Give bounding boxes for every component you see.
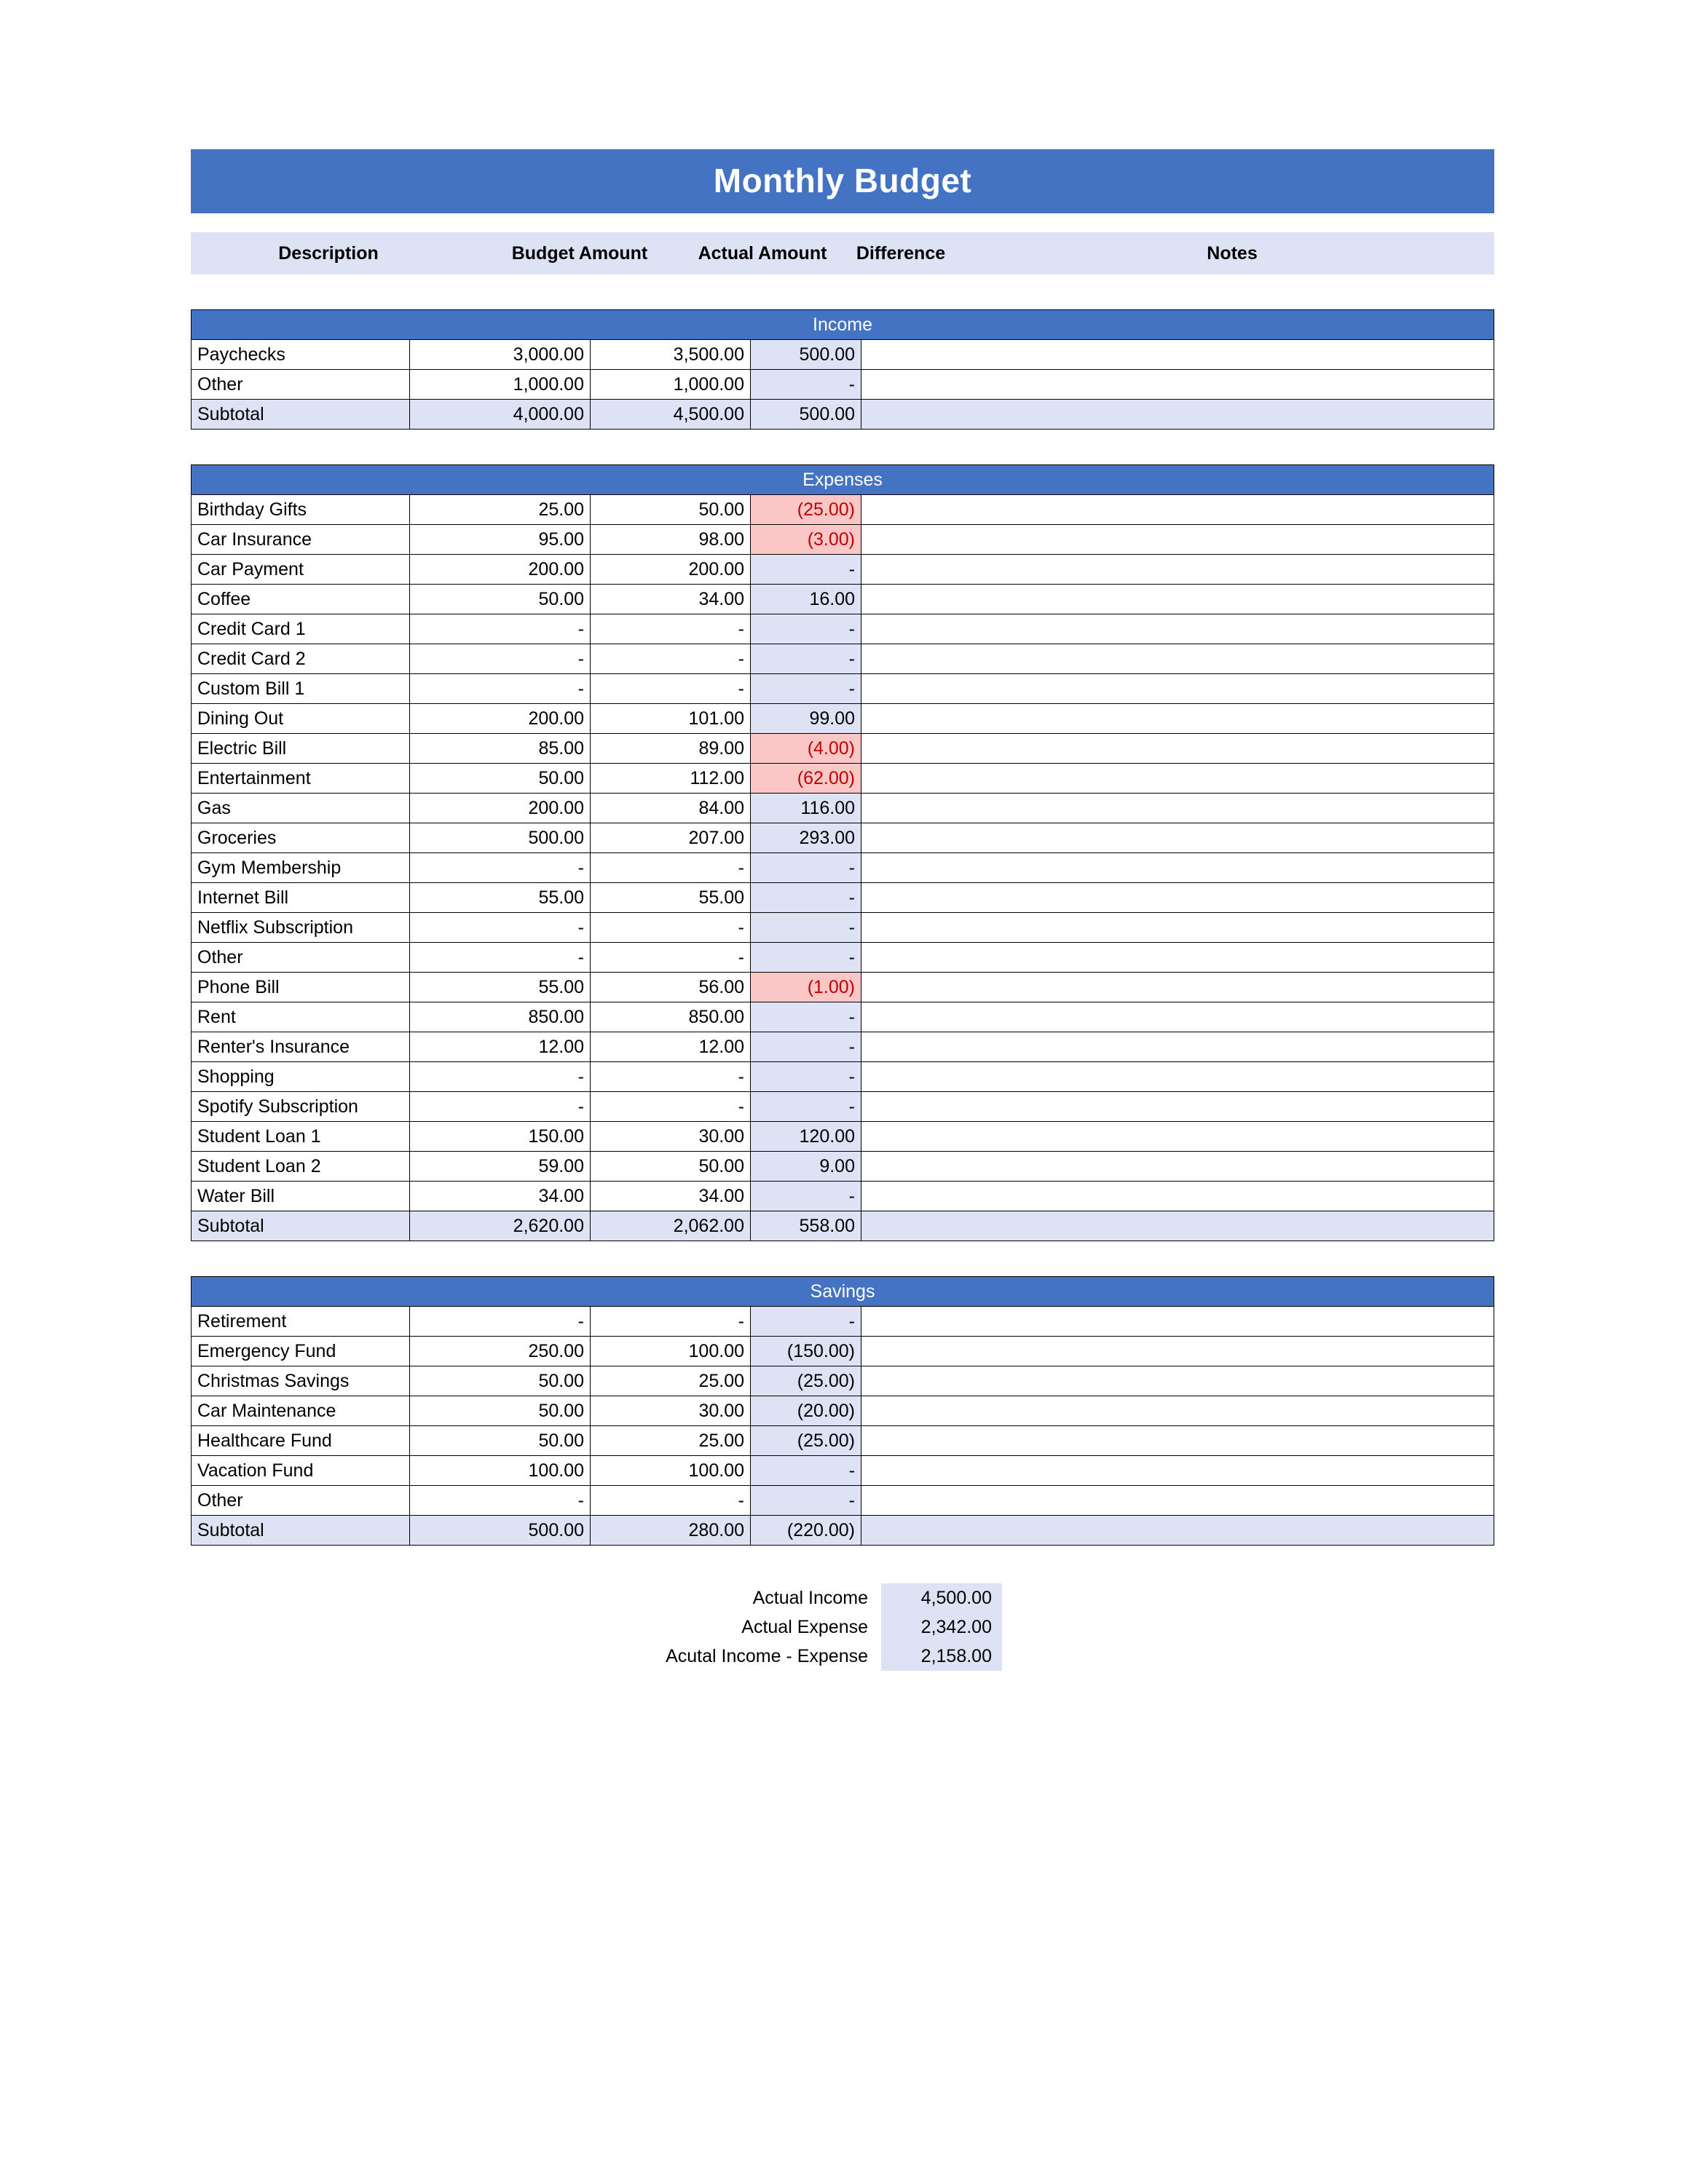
cell-actual-amount[interactable]: 50.00 — [591, 1152, 751, 1182]
column-header-actual-amount: Actual Amount — [698, 242, 827, 264]
cell-description[interactable]: Christmas Savings — [192, 1366, 410, 1396]
cell-difference[interactable]: - — [751, 674, 861, 704]
summary-row — [191, 1642, 1002, 1671]
cell-description[interactable]: Birthday Gifts — [192, 495, 410, 525]
cell-actual-amount[interactable]: - — [591, 853, 751, 883]
cell-difference[interactable]: (20.00) — [751, 1396, 861, 1426]
cell-description[interactable]: Emergency Fund — [192, 1337, 410, 1366]
cell-actual-amount[interactable]: 850.00 — [591, 1002, 751, 1032]
table-row[interactable] — [192, 1307, 1494, 1337]
summary-label-actual-income: Actual Income — [752, 1587, 868, 1608]
cell-budget-amount[interactable]: 200.00 — [410, 704, 591, 734]
cell-budget-amount[interactable]: 50.00 — [410, 1396, 591, 1426]
cell-description[interactable]: Rent — [192, 1002, 410, 1032]
column-header-notes: Notes — [1207, 242, 1258, 264]
table-row[interactable] — [192, 1396, 1494, 1426]
subtotal-row — [192, 1516, 1494, 1546]
cell-notes[interactable] — [861, 1426, 1494, 1456]
table-row[interactable] — [192, 1182, 1494, 1211]
spacer — [191, 274, 1494, 309]
cell-subtotal-notes — [861, 1516, 1494, 1546]
cell-difference[interactable]: - — [751, 370, 861, 400]
cell-difference[interactable]: - — [751, 1307, 861, 1337]
cell-description[interactable]: Groceries — [192, 823, 410, 853]
cell-description[interactable]: Gym Membership — [192, 853, 410, 883]
table-row[interactable] — [192, 734, 1494, 764]
cell-difference[interactable]: - — [751, 1032, 861, 1062]
cell-description[interactable]: Water Bill — [192, 1182, 410, 1211]
cell-budget-amount[interactable]: 850.00 — [410, 1002, 591, 1032]
cell-difference[interactable]: (4.00) — [751, 734, 861, 764]
section-title: Savings — [192, 1277, 1494, 1307]
summary-label-actual-expense: Actual Expense — [741, 1616, 868, 1637]
cell-actual-amount[interactable]: 112.00 — [591, 764, 751, 794]
cell-difference[interactable]: - — [751, 943, 861, 973]
cell-subtotal-budget: 2,620.00 — [410, 1211, 591, 1241]
cell-subtotal-notes — [861, 400, 1494, 430]
table-row[interactable] — [192, 370, 1494, 400]
cell-budget-amount[interactable]: 200.00 — [410, 555, 591, 585]
cell-subtotal-budget: 500.00 — [410, 1516, 591, 1546]
page-title: Monthly Budget — [191, 149, 1494, 213]
table-row[interactable] — [192, 1092, 1494, 1122]
cell-actual-amount[interactable]: 25.00 — [591, 1426, 751, 1456]
cell-actual-amount[interactable]: 25.00 — [591, 1366, 751, 1396]
cell-difference[interactable]: - — [751, 1486, 861, 1516]
cell-description[interactable]: Credit Card 1 — [192, 614, 410, 644]
section-header-row — [192, 1277, 1494, 1307]
cell-difference[interactable]: 16.00 — [751, 585, 861, 614]
cell-budget-amount[interactable]: 250.00 — [410, 1337, 591, 1366]
cell-budget-amount[interactable]: 50.00 — [410, 1426, 591, 1456]
cell-difference[interactable]: 293.00 — [751, 823, 861, 853]
table-row[interactable] — [192, 644, 1494, 674]
cell-description[interactable]: Other — [192, 1486, 410, 1516]
cell-budget-amount[interactable]: 500.00 — [410, 823, 591, 853]
cell-description[interactable]: Coffee — [192, 585, 410, 614]
cell-description[interactable]: Credit Card 2 — [192, 644, 410, 674]
cell-difference[interactable]: 120.00 — [751, 1122, 861, 1152]
cell-notes[interactable] — [861, 340, 1494, 370]
cell-difference[interactable]: - — [751, 913, 861, 943]
cell-subtotal-difference: 558.00 — [751, 1211, 861, 1241]
cell-actual-amount[interactable]: - — [591, 943, 751, 973]
cell-budget-amount[interactable]: 85.00 — [410, 734, 591, 764]
summary-value-actual-income: 4,500.00 — [881, 1583, 1002, 1613]
cell-actual-amount[interactable]: 12.00 — [591, 1032, 751, 1062]
table-row[interactable] — [192, 1122, 1494, 1152]
cell-notes[interactable] — [861, 525, 1494, 555]
table-row[interactable] — [192, 764, 1494, 794]
section-title: Income — [192, 310, 1494, 340]
cell-notes[interactable] — [861, 1122, 1494, 1152]
section-header-row — [192, 310, 1494, 340]
table-row[interactable] — [192, 973, 1494, 1002]
cell-notes[interactable] — [861, 644, 1494, 674]
cell-actual-amount[interactable]: 56.00 — [591, 973, 751, 1002]
column-headers — [191, 232, 1494, 274]
cell-budget-amount[interactable]: - — [410, 1092, 591, 1122]
cell-subtotal-actual: 2,062.00 — [591, 1211, 751, 1241]
cell-actual-amount[interactable]: 98.00 — [591, 525, 751, 555]
summary-value-actual-expense: 2,342.00 — [881, 1613, 1002, 1642]
cell-budget-amount[interactable]: 34.00 — [410, 1182, 591, 1211]
cell-budget-amount[interactable]: 100.00 — [410, 1456, 591, 1486]
cell-notes[interactable] — [861, 823, 1494, 853]
cell-description[interactable]: Renter's Insurance — [192, 1032, 410, 1062]
cell-description[interactable]: Retirement — [192, 1307, 410, 1337]
cell-description[interactable]: Custom Bill 1 — [192, 674, 410, 704]
cell-budget-amount[interactable]: 55.00 — [410, 883, 591, 913]
table-row[interactable] — [192, 1002, 1494, 1032]
cell-description[interactable]: Student Loan 2 — [192, 1152, 410, 1182]
section-table-expenses — [191, 464, 1494, 1241]
cell-subtotal-actual: 280.00 — [591, 1516, 751, 1546]
cell-actual-amount[interactable]: - — [591, 1092, 751, 1122]
cell-description[interactable]: Spotify Subscription — [192, 1092, 410, 1122]
cell-notes[interactable] — [861, 1092, 1494, 1122]
cell-notes[interactable] — [861, 794, 1494, 823]
cell-description[interactable]: Car Payment — [192, 555, 410, 585]
cell-actual-amount[interactable]: 101.00 — [591, 704, 751, 734]
cell-difference[interactable]: - — [751, 555, 861, 585]
cell-actual-amount[interactable]: 34.00 — [591, 585, 751, 614]
cell-budget-amount[interactable]: 200.00 — [410, 794, 591, 823]
cell-description[interactable]: Entertainment — [192, 764, 410, 794]
table-row[interactable] — [192, 883, 1494, 913]
cell-description[interactable]: Netflix Subscription — [192, 913, 410, 943]
spacer — [191, 430, 1494, 464]
cell-notes[interactable] — [861, 495, 1494, 525]
cell-notes[interactable] — [861, 1456, 1494, 1486]
cell-actual-amount[interactable]: 100.00 — [591, 1337, 751, 1366]
cell-subtotal-label: Subtotal — [192, 1516, 410, 1546]
cell-difference[interactable]: - — [751, 1002, 861, 1032]
cell-actual-amount[interactable]: 3,500.00 — [591, 340, 751, 370]
cell-budget-amount[interactable]: 50.00 — [410, 1366, 591, 1396]
spacer — [191, 1241, 1494, 1276]
cell-budget-amount[interactable]: 150.00 — [410, 1122, 591, 1152]
table-row[interactable] — [192, 340, 1494, 370]
cell-difference[interactable]: 9.00 — [751, 1152, 861, 1182]
cell-budget-amount[interactable]: - — [410, 913, 591, 943]
subtotal-row — [192, 1211, 1494, 1241]
cell-actual-amount[interactable]: 84.00 — [591, 794, 751, 823]
cell-notes[interactable] — [861, 1152, 1494, 1182]
cell-description[interactable]: Other — [192, 943, 410, 973]
column-header-budget-amount: Budget Amount — [511, 242, 648, 264]
cell-notes[interactable] — [861, 734, 1494, 764]
cell-notes[interactable] — [861, 370, 1494, 400]
table-row[interactable] — [192, 495, 1494, 525]
table-row[interactable] — [192, 823, 1494, 853]
cell-actual-amount[interactable]: - — [591, 913, 751, 943]
cell-difference[interactable]: (25.00) — [751, 1426, 861, 1456]
summary-value-income-minus-expense: 2,158.00 — [881, 1642, 1002, 1671]
table-row[interactable] — [192, 1366, 1494, 1396]
cell-difference[interactable]: 116.00 — [751, 794, 861, 823]
cell-description[interactable]: Gas — [192, 794, 410, 823]
cell-description[interactable]: Shopping — [192, 1062, 410, 1092]
cell-budget-amount[interactable]: - — [410, 853, 591, 883]
cell-notes[interactable] — [861, 1062, 1494, 1092]
table-row[interactable] — [192, 1152, 1494, 1182]
table-row[interactable] — [192, 1032, 1494, 1062]
cell-notes[interactable] — [861, 973, 1494, 1002]
cell-description[interactable]: Car Maintenance — [192, 1396, 410, 1426]
table-row[interactable] — [192, 585, 1494, 614]
cell-budget-amount[interactable]: 55.00 — [410, 973, 591, 1002]
cell-notes[interactable] — [861, 585, 1494, 614]
sections-container — [191, 309, 1494, 1546]
cell-subtotal-label: Subtotal — [192, 400, 410, 430]
cell-difference[interactable]: (25.00) — [751, 1366, 861, 1396]
table-row[interactable] — [192, 1486, 1494, 1516]
cell-difference[interactable]: - — [751, 1456, 861, 1486]
cell-subtotal-actual: 4,500.00 — [591, 400, 751, 430]
table-row[interactable] — [192, 1426, 1494, 1456]
summary-row — [191, 1613, 1002, 1642]
table-row[interactable] — [192, 674, 1494, 704]
cell-budget-amount[interactable]: - — [410, 1486, 591, 1516]
section-table-income — [191, 309, 1494, 430]
cell-notes[interactable] — [861, 1182, 1494, 1211]
cell-notes[interactable] — [861, 1396, 1494, 1426]
cell-actual-amount[interactable]: - — [591, 1307, 751, 1337]
table-row[interactable] — [192, 794, 1494, 823]
cell-budget-amount[interactable]: - — [410, 674, 591, 704]
cell-subtotal-notes — [861, 1211, 1494, 1241]
cell-description[interactable]: Car Insurance — [192, 525, 410, 555]
cell-actual-amount[interactable]: 30.00 — [591, 1122, 751, 1152]
cell-description[interactable]: Healthcare Fund — [192, 1426, 410, 1456]
table-row[interactable] — [192, 704, 1494, 734]
cell-notes[interactable] — [861, 614, 1494, 644]
cell-notes[interactable] — [861, 913, 1494, 943]
cell-actual-amount[interactable]: - — [591, 674, 751, 704]
cell-actual-amount[interactable]: 55.00 — [591, 883, 751, 913]
cell-notes[interactable] — [861, 704, 1494, 734]
cell-notes[interactable] — [861, 883, 1494, 913]
cell-notes[interactable] — [861, 1366, 1494, 1396]
cell-difference[interactable]: 99.00 — [751, 704, 861, 734]
table-row[interactable] — [192, 913, 1494, 943]
cell-subtotal-difference: (220.00) — [751, 1516, 861, 1546]
cell-difference[interactable]: (25.00) — [751, 495, 861, 525]
summary-label-income-minus-expense: Acutal Income - Expense — [666, 1645, 868, 1666]
cell-description[interactable]: Student Loan 1 — [192, 1122, 410, 1152]
cell-difference[interactable]: (150.00) — [751, 1337, 861, 1366]
cell-budget-amount[interactable]: - — [410, 1307, 591, 1337]
cell-actual-amount[interactable]: 89.00 — [591, 734, 751, 764]
cell-difference[interactable]: (3.00) — [751, 525, 861, 555]
cell-actual-amount[interactable]: - — [591, 1062, 751, 1092]
section-table-savings — [191, 1276, 1494, 1546]
budget-sheet — [191, 149, 1494, 1671]
table-row[interactable] — [192, 525, 1494, 555]
table-row[interactable] — [192, 853, 1494, 883]
cell-subtotal-budget: 4,000.00 — [410, 400, 591, 430]
cell-budget-amount[interactable]: - — [410, 644, 591, 674]
cell-budget-amount[interactable]: - — [410, 943, 591, 973]
cell-description[interactable]: Electric Bill — [192, 734, 410, 764]
cell-budget-amount[interactable]: 3,000.00 — [410, 340, 591, 370]
cell-actual-amount[interactable]: 1,000.00 — [591, 370, 751, 400]
cell-notes[interactable] — [861, 555, 1494, 585]
cell-actual-amount[interactable]: - — [591, 644, 751, 674]
section-header-row — [192, 465, 1494, 495]
cell-actual-amount[interactable]: 34.00 — [591, 1182, 751, 1211]
cell-notes[interactable] — [861, 943, 1494, 973]
cell-notes[interactable] — [861, 1486, 1494, 1516]
cell-subtotal-label: Subtotal — [192, 1211, 410, 1241]
summary-block — [191, 1583, 1494, 1671]
cell-difference[interactable]: (1.00) — [751, 973, 861, 1002]
cell-budget-amount[interactable]: 50.00 — [410, 764, 591, 794]
cell-difference[interactable]: - — [751, 1062, 861, 1092]
section-title: Expenses — [192, 465, 1494, 495]
cell-difference[interactable]: - — [751, 883, 861, 913]
cell-budget-amount[interactable]: - — [410, 1062, 591, 1092]
cell-difference[interactable]: 500.00 — [751, 340, 861, 370]
cell-difference[interactable]: (62.00) — [751, 764, 861, 794]
cell-actual-amount[interactable]: 200.00 — [591, 555, 751, 585]
cell-notes[interactable] — [861, 1002, 1494, 1032]
cell-difference[interactable]: - — [751, 614, 861, 644]
column-header-difference: Difference — [856, 242, 946, 264]
cell-description[interactable]: Other — [192, 370, 410, 400]
cell-notes[interactable] — [861, 1337, 1494, 1366]
table-row[interactable] — [192, 1062, 1494, 1092]
cell-difference[interactable]: - — [751, 644, 861, 674]
cell-notes[interactable] — [861, 764, 1494, 794]
cell-description[interactable]: Phone Bill — [192, 973, 410, 1002]
cell-budget-amount[interactable]: 1,000.00 — [410, 370, 591, 400]
cell-description[interactable]: Paychecks — [192, 340, 410, 370]
cell-description[interactable]: Internet Bill — [192, 883, 410, 913]
cell-difference[interactable]: - — [751, 1182, 861, 1211]
cell-notes[interactable] — [861, 1032, 1494, 1062]
cell-actual-amount[interactable]: - — [591, 1486, 751, 1516]
cell-budget-amount[interactable]: 50.00 — [410, 585, 591, 614]
table-row[interactable] — [192, 555, 1494, 585]
subtotal-row — [192, 400, 1494, 430]
cell-actual-amount[interactable]: 207.00 — [591, 823, 751, 853]
cell-budget-amount[interactable]: 59.00 — [410, 1152, 591, 1182]
table-row[interactable] — [192, 614, 1494, 644]
table-row[interactable] — [192, 943, 1494, 973]
cell-budget-amount[interactable]: 95.00 — [410, 525, 591, 555]
cell-notes[interactable] — [861, 853, 1494, 883]
cell-difference[interactable]: - — [751, 1092, 861, 1122]
summary-row — [191, 1583, 1002, 1613]
cell-subtotal-difference: 500.00 — [751, 400, 861, 430]
cell-budget-amount[interactable]: 12.00 — [410, 1032, 591, 1062]
cell-difference[interactable]: - — [751, 853, 861, 883]
table-row[interactable] — [192, 1456, 1494, 1486]
cell-budget-amount[interactable]: 25.00 — [410, 495, 591, 525]
column-header-description: Description — [278, 242, 379, 264]
cell-actual-amount[interactable]: 50.00 — [591, 495, 751, 525]
table-row[interactable] — [192, 1337, 1494, 1366]
cell-actual-amount[interactable]: - — [591, 614, 751, 644]
cell-notes[interactable] — [861, 1307, 1494, 1337]
cell-actual-amount[interactable]: 30.00 — [591, 1396, 751, 1426]
cell-actual-amount[interactable]: 100.00 — [591, 1456, 751, 1486]
cell-description[interactable]: Dining Out — [192, 704, 410, 734]
cell-description[interactable]: Vacation Fund — [192, 1456, 410, 1486]
cell-budget-amount[interactable]: - — [410, 614, 591, 644]
cell-notes[interactable] — [861, 674, 1494, 704]
